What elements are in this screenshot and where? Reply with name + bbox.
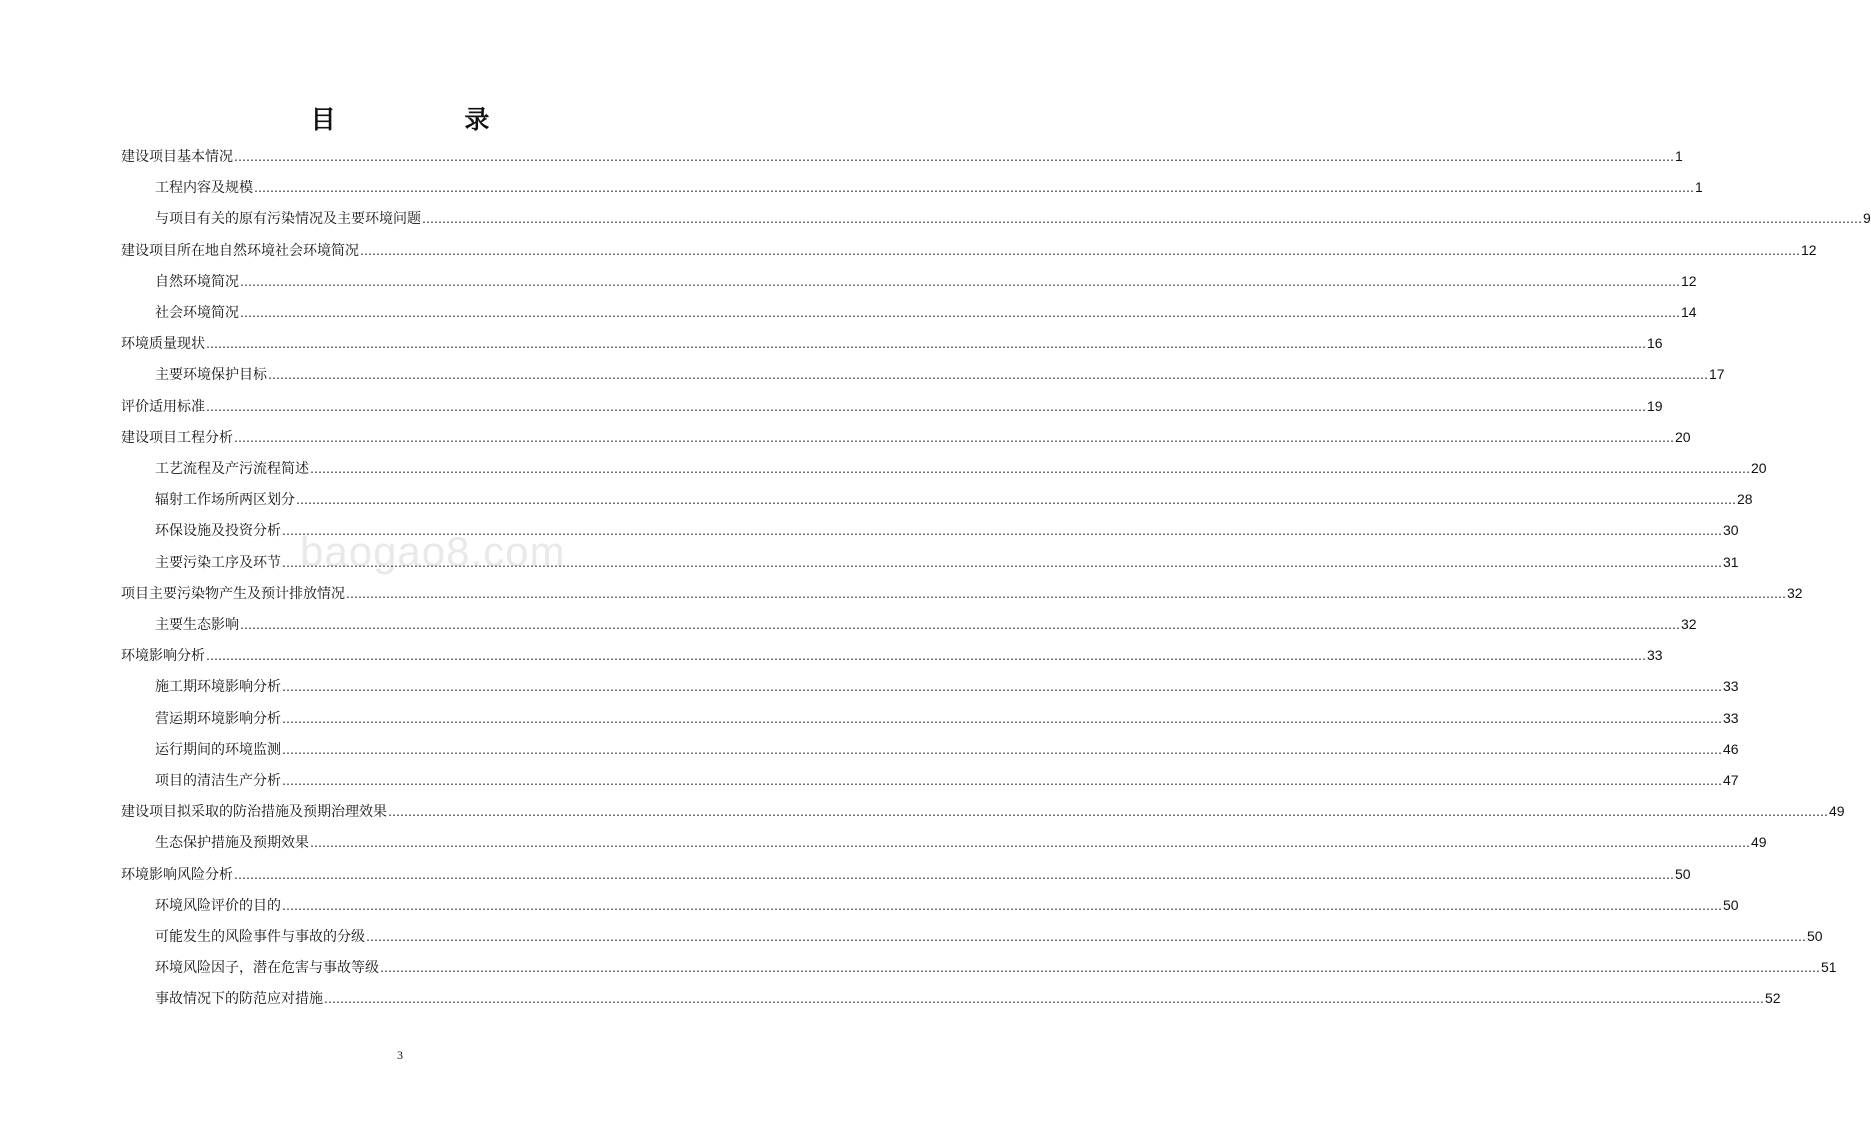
toc-entry-page: 32 xyxy=(1681,616,1697,632)
toc-entry-page: 20 xyxy=(1751,460,1767,476)
watermark: baogao8.com xyxy=(300,528,566,575)
toc-entry-label: 环境质量现状 xyxy=(121,336,205,353)
toc-entry-label: 环境风险因子，潜在危害与事故等级 xyxy=(155,960,379,977)
toc-entry-label: 辐射工作场所两区划分 xyxy=(155,492,295,509)
toc-entry-page: 16 xyxy=(1647,335,1663,352)
toc-dot-leader: ……………………………………………………………………………………………………………………………………………………………………………………………………………………………………………………………………………………………………………………………… xyxy=(380,961,1820,976)
toc-dot-leader: ……………………………………………………………………………………………………………………………………………………………………………………………………………………………………………………………………………………………………………………………… xyxy=(310,462,1750,476)
toc-entry-label: 与项目有关的原有污染情况及主要环境问题 xyxy=(155,211,421,228)
toc-entry-page: 49 xyxy=(1829,803,1845,820)
toc-entry-chapter[interactable] xyxy=(121,641,1663,669)
toc-dot-leader: ……………………………………………………………………………………………………………………………………………………………………………………………………………………………………………………………………………………………………………………………… xyxy=(422,212,1862,227)
toc-entry-chapter[interactable] xyxy=(121,860,1691,888)
toc-entry-label: 建设项目拟采取的防治措施及预期治理效果 xyxy=(121,804,387,821)
toc-entry-page: 30 xyxy=(1723,522,1739,539)
toc-entry-section[interactable] xyxy=(155,454,1767,482)
toc-entry-section[interactable] xyxy=(155,953,1837,981)
toc-entry-section[interactable] xyxy=(155,360,1725,388)
toc-dot-leader: ……………………………………………………………………………………………………………………………………………………………………………………………………………………………………………………………………………………………………………………………… xyxy=(240,274,1680,289)
toc-entry-section[interactable] xyxy=(155,766,1739,794)
toc-dot-leader: ……………………………………………………………………………………………………………………………………………………………………………………………………………………………………………………………………………………………………………………………… xyxy=(296,493,1736,508)
toc-dot-leader: ……………………………………………………………………………………………………………………………………………………………………………………………………………………………………………………………………………………………………………………………… xyxy=(282,774,1722,788)
toc-entry-label: 环境影响风险分析 xyxy=(121,866,233,883)
toc-entry-chapter[interactable] xyxy=(121,142,1683,170)
toc-dot-leader: ……………………………………………………………………………………………………………………………………………………………………………………………………………………………………………………………………………………………………………………………… xyxy=(254,181,1694,196)
toc-entry-chapter[interactable] xyxy=(121,392,1663,420)
toc-entry-label: 工程内容及规模 xyxy=(155,180,253,197)
toc-entry-page: 17 xyxy=(1709,366,1725,383)
toc-entry-page: 28 xyxy=(1737,491,1753,508)
toc-entry-page: 14 xyxy=(1681,304,1697,320)
toc-entry-chapter[interactable] xyxy=(121,579,1803,607)
toc-entry-label: 主要环境保护目标 xyxy=(155,367,267,384)
toc-entry-label: 建设项目工程分析 xyxy=(121,429,233,446)
toc-entry-page: 49 xyxy=(1751,834,1767,851)
page-number: 3 xyxy=(397,1048,403,1062)
toc-entry-page: 32 xyxy=(1787,584,1803,601)
toc-entry-page: 47 xyxy=(1723,772,1739,788)
toc-entry-label: 事故情况下的防范应对措施 xyxy=(155,991,323,1008)
toc-entry-section[interactable] xyxy=(155,516,1739,544)
toc-dot-leader: ……………………………………………………………………………………………………………………………………………………………………………………………………………………………………………………………………………………………………………………………… xyxy=(240,306,1680,320)
toc-entry-label: 项目的清洁生产分析 xyxy=(155,773,281,789)
toc-entry-label: 建设项目所在地自然环境社会环境简况 xyxy=(121,242,359,259)
toc-dot-leader: ……………………………………………………………………………………………………………………………………………………………………………………………………………………………………………………………………………………………………………………………… xyxy=(310,836,1750,851)
toc-dot-leader: ……………………………………………………………………………………………………………………………………………………………………………………………………………………………………………………………………………………………………………………………… xyxy=(206,337,1646,352)
toc-entry-label: 生态保护措施及预期效果 xyxy=(155,835,309,852)
toc-entry-page: 46 xyxy=(1723,740,1739,757)
toc-entry-label: 环保设施及投资分析 xyxy=(155,523,281,540)
toc-dot-leader: ……………………………………………………………………………………………………………………………………………………………………………………………………………………………………………………………………………………………………………………………… xyxy=(234,867,1674,882)
toc-entry-page: 19 xyxy=(1647,397,1663,414)
toc-entry-chapter[interactable] xyxy=(121,329,1663,357)
toc-dot-leader: ……………………………………………………………………………………………………………………………………………………………………………………………………………………………………………………………………………………………………………………………… xyxy=(324,992,1764,1007)
toc-entry-label: 建设项目基本情况 xyxy=(121,149,233,165)
toc-entry-page: 50 xyxy=(1675,865,1691,882)
toc-entry-chapter[interactable] xyxy=(121,797,1845,825)
toc-dot-leader: ……………………………………………………………………………………………………………………………………………………………………………………………………………………………………………………………………………………………………………………………… xyxy=(282,742,1722,757)
toc-entry-section[interactable] xyxy=(155,672,1739,700)
toc-dot-leader: ……………………………………………………………………………………………………………………………………………………………………………………………………………………………………………………………………………………………………………………………… xyxy=(282,524,1722,539)
toc-entry-label: 工艺流程及产污流程简述 xyxy=(155,461,309,477)
toc-entry-section[interactable] xyxy=(155,984,1781,1012)
toc-entry-label: 评价适用标准 xyxy=(121,398,205,415)
toc-entry-page: 1 xyxy=(1695,179,1703,196)
toc-entry-label: 营运期环境影响分析 xyxy=(155,710,281,727)
toc-entry-label: 项目主要污染物产生及预计排放情况 xyxy=(121,585,345,602)
toc-entry-page: 33 xyxy=(1723,709,1739,726)
toc-dot-leader: ……………………………………………………………………………………………………………………………………………………………………………………………………………………………………………………………………………………………………………………………… xyxy=(282,898,1722,913)
toc-entry-page: 9 xyxy=(1863,210,1871,227)
toc-entry-chapter[interactable] xyxy=(121,423,1691,451)
toc-dot-leader: ……………………………………………………………………………………………………………………………………………………………………………………………………………………………………………………………………………………………………………………………… xyxy=(360,243,1800,258)
toc-entry-page: 33 xyxy=(1647,647,1663,664)
toc-entry-section[interactable] xyxy=(155,610,1697,638)
toc-entry-page: 1 xyxy=(1675,148,1683,164)
toc-entry-section[interactable] xyxy=(155,204,1871,232)
toc-entry-page: 20 xyxy=(1675,428,1691,445)
toc-entry-section[interactable] xyxy=(155,735,1739,763)
toc-entry-section[interactable] xyxy=(155,267,1697,295)
toc-entry-label: 社会环境简况 xyxy=(155,305,239,321)
toc-dot-leader: ……………………………………………………………………………………………………………………………………………………………………………………………………………………………………………………………………………………………………………………………… xyxy=(388,805,1828,820)
toc-dot-leader: ……………………………………………………………………………………………………………………………………………………………………………………………………………………………………………………………………………………………………………………………… xyxy=(346,586,1786,601)
toc-entry-section[interactable] xyxy=(155,548,1739,576)
toc-dot-leader: ……………………………………………………………………………………………………………………………………………………………………………………………………………………………………………………………………………………………………………………………… xyxy=(282,555,1722,570)
toc-entry-section[interactable] xyxy=(155,485,1753,513)
toc-entry-label: 环境影响分析 xyxy=(121,648,205,665)
toc-dot-leader: ……………………………………………………………………………………………………………………………………………………………………………………………………………………………………………………………………………………………………………………………… xyxy=(282,680,1722,695)
toc-dot-leader: ……………………………………………………………………………………………………………………………………………………………………………………………………………………………………………………………………………………………………………………………… xyxy=(234,430,1674,445)
toc-dot-leader: ……………………………………………………………………………………………………………………………………………………………………………………………………………………………………………………………………………………………………………………………… xyxy=(268,368,1708,383)
toc-entry-label: 主要生态影响 xyxy=(155,617,239,633)
page-title: 目 录 xyxy=(310,105,550,134)
toc-entry-label: 可能发生的风险事件与事故的分级 xyxy=(155,929,365,945)
toc-dot-leader: ……………………………………………………………………………………………………………………………………………………………………………………………………………………………………………………………………………………………………………………………… xyxy=(366,930,1806,944)
toc-entry-page: 12 xyxy=(1801,241,1817,258)
toc-dot-leader: ……………………………………………………………………………………………………………………………………………………………………………………………………………………………………………………………………………………………………………………………… xyxy=(240,618,1680,632)
toc-entry-section[interactable] xyxy=(155,298,1697,326)
toc-dot-leader: ……………………………………………………………………………………………………………………………………………………………………………………………………………………………………………………………………………………………………………………………… xyxy=(206,399,1646,414)
toc-entry-label: 运行期间的环境监测 xyxy=(155,741,281,758)
toc-dot-leader: ……………………………………………………………………………………………………………………………………………………………………………………………………………………………………………………………………………………………………………………………… xyxy=(206,649,1646,664)
toc-entry-page: 51 xyxy=(1821,959,1837,976)
toc-dot-leader: ……………………………………………………………………………………………………………………………………………………………………………………………………………………………………………………………………………………………………………………………… xyxy=(282,711,1722,726)
toc-entry-section[interactable] xyxy=(155,704,1739,732)
toc-entry-label: 施工期环境影响分析 xyxy=(155,679,281,696)
toc-entry-section[interactable] xyxy=(155,828,1767,856)
toc-entry-section[interactable] xyxy=(155,173,1703,201)
toc-entry-section[interactable] xyxy=(155,922,1823,950)
toc-entry-label: 主要污染工序及环节 xyxy=(155,554,281,571)
toc-entry-label: 自然环境简况 xyxy=(155,273,239,290)
toc-entry-page: 31 xyxy=(1723,553,1739,570)
toc-entry-chapter[interactable] xyxy=(121,236,1817,264)
toc-entry-section[interactable] xyxy=(155,891,1739,919)
toc-entry-page: 52 xyxy=(1765,990,1781,1007)
toc-entry-page: 50 xyxy=(1807,928,1823,944)
toc-entry-page: 50 xyxy=(1723,896,1739,913)
toc-entry-page: 33 xyxy=(1723,678,1739,695)
toc-entry-page: 12 xyxy=(1681,272,1697,289)
toc-dot-leader: ……………………………………………………………………………………………………………………………………………………………………………………………………………………………………………………………………………………………………………………………… xyxy=(234,150,1674,164)
toc-entry-label: 环境风险评价的目的 xyxy=(155,897,281,914)
